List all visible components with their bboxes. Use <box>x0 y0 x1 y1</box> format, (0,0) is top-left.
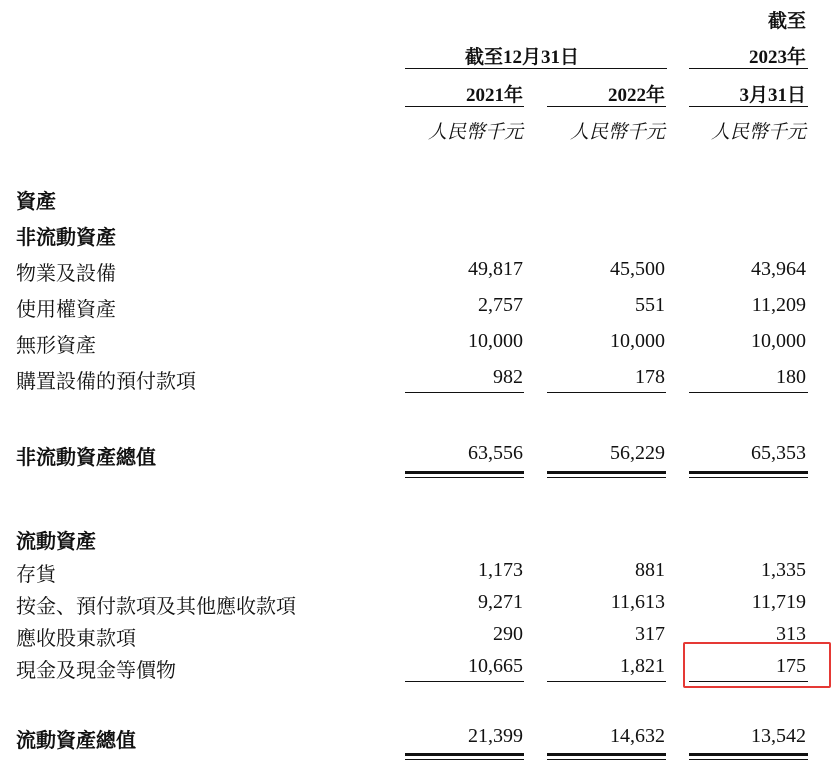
intangible-2022: 10,000 <box>610 330 665 352</box>
current-total-double-rule-col3 <box>689 753 808 760</box>
current-total-2022: 14,632 <box>610 725 665 747</box>
cash-2022: 1,821 <box>620 655 665 677</box>
col1-year-rule <box>405 106 524 107</box>
col3-date: 3月31日 <box>739 85 806 106</box>
row-label-intangible: 無形資產 <box>16 333 96 357</box>
rou-2022: 551 <box>635 294 665 316</box>
col3-header-rule <box>689 68 808 69</box>
deposits-2023: 11,719 <box>751 591 806 613</box>
col3-header-top: 截至 <box>767 11 806 32</box>
col3-unit: 人民幣千元 <box>710 121 806 143</box>
period-header: 截至12月31日 <box>465 47 580 68</box>
section-assets: 資產 <box>16 189 56 213</box>
section-current-assets: 流動資產 <box>16 529 96 553</box>
row-label-rou: 使用權資產 <box>16 297 116 321</box>
due-from-shareholders-2021: 290 <box>493 623 523 645</box>
rou-2023: 11,209 <box>751 294 806 316</box>
total-double-rule-col3 <box>689 471 808 478</box>
col2-unit: 人民幣千元 <box>569 121 665 143</box>
non-current-total-2021: 63,556 <box>468 442 523 464</box>
current-total-2023: 13,542 <box>751 725 806 747</box>
deposits-2021: 9,271 <box>478 591 523 613</box>
col1-unit: 人民幣千元 <box>427 121 523 143</box>
inventory-2021: 1,173 <box>478 559 523 581</box>
row-label-prepay-equipment: 購置設備的預付款項 <box>16 369 196 393</box>
col2-year-rule <box>547 106 666 107</box>
row-label-cash: 現金及現金等價物 <box>16 658 176 682</box>
col2-year: 2022年 <box>607 85 665 106</box>
prepay-equipment-2023: 180 <box>776 366 806 388</box>
subtotal-rule-col3 <box>689 392 808 393</box>
prepay-equipment-2022: 178 <box>635 366 665 388</box>
row-label-ppe: 物業及設備 <box>16 261 116 285</box>
ppe-2022: 45,500 <box>610 258 665 280</box>
prepay-equipment-2021: 982 <box>493 366 523 388</box>
current-total-double-rule-col2 <box>547 753 666 760</box>
intangible-2023: 10,000 <box>751 330 806 352</box>
rou-2021: 2,757 <box>478 294 523 316</box>
row-label-non-current-total: 非流動資產總值 <box>16 445 156 469</box>
current-subtotal-rule-col1 <box>405 681 524 682</box>
subtotal-rule-col1 <box>405 392 524 393</box>
row-label-deposits: 按金、預付款項及其他應收款項 <box>16 594 296 618</box>
period-header-rule <box>405 68 667 69</box>
highlight-box <box>683 642 831 688</box>
inventory-2023: 1,335 <box>761 559 806 581</box>
cash-2023: 175 <box>776 655 806 677</box>
cash-2021: 10,665 <box>468 655 523 677</box>
due-from-shareholders-2022: 317 <box>635 623 665 645</box>
subtotal-rule-col2 <box>547 392 666 393</box>
ppe-2023: 43,964 <box>751 258 806 280</box>
current-subtotal-rule-col2 <box>547 681 666 682</box>
row-label-due-from-shareholders: 應收股東款項 <box>16 626 136 650</box>
section-non-current-assets: 非流動資產 <box>16 225 116 249</box>
current-total-double-rule-col1 <box>405 753 524 760</box>
intangible-2021: 10,000 <box>468 330 523 352</box>
col1-year: 2021年 <box>465 85 523 106</box>
non-current-total-2022: 56,229 <box>610 442 665 464</box>
non-current-total-2023: 65,353 <box>751 442 806 464</box>
deposits-2022: 11,613 <box>610 591 665 613</box>
row-label-current-total: 流動資產總值 <box>16 728 136 752</box>
total-double-rule-col1 <box>405 471 524 478</box>
row-label-inventory: 存貨 <box>16 562 56 586</box>
inventory-2022: 881 <box>635 559 665 581</box>
due-from-shareholders-2023: 313 <box>776 623 806 645</box>
ppe-2021: 49,817 <box>468 258 523 280</box>
col3-year-rule <box>689 106 808 107</box>
current-total-2021: 21,399 <box>468 725 523 747</box>
col3-header-mid: 2023年 <box>748 47 806 68</box>
total-double-rule-col2 <box>547 471 666 478</box>
